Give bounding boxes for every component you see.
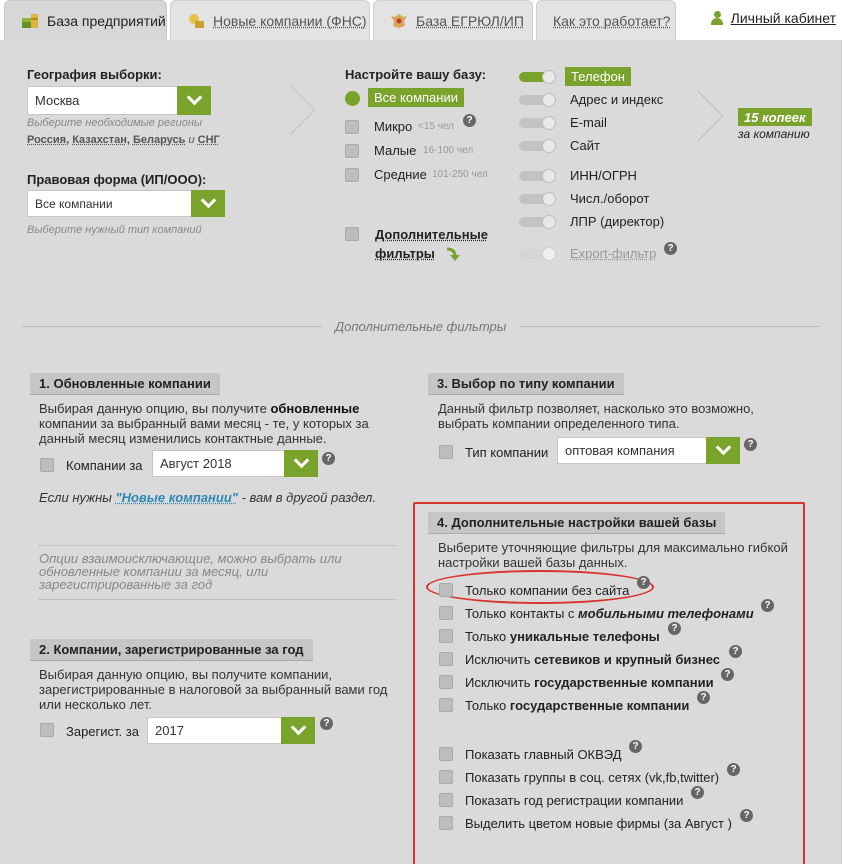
dotted-divider xyxy=(39,599,396,600)
dropdown-arrow-icon[interactable] xyxy=(191,190,225,217)
medium-label: Средние xyxy=(374,167,427,182)
field-address-label: Адрес и индекс xyxy=(570,92,664,107)
exclude-state-label xyxy=(465,675,714,690)
help-icon[interactable]: ? xyxy=(740,809,753,822)
social-groups-label: Показать группы в соц. сетях (vk,fb,twitter) xyxy=(465,770,720,785)
year-select[interactable] xyxy=(147,717,315,744)
extra-filters-heading: Дополнительные фильтры xyxy=(335,319,507,334)
main-panel xyxy=(0,40,842,864)
dropdown-arrow-icon[interactable] xyxy=(284,450,318,477)
field-export-label[interactable]: Export-фильтр xyxy=(570,246,657,261)
section-registered-companies-title: 2. Компании, зарегистрированные за год xyxy=(30,639,313,661)
step-chevron-icon xyxy=(673,91,724,142)
text: Исключить xyxy=(465,652,535,667)
text: зарегистрированные в налоговой за выбранный вами год xyxy=(39,682,388,697)
no-website-checkbox[interactable] xyxy=(439,583,453,597)
month-value: Август 2018 xyxy=(160,456,232,471)
region-links xyxy=(27,134,220,146)
help-icon[interactable]: ? xyxy=(729,645,742,658)
text-bold: обновленные xyxy=(270,401,360,416)
legal-form-select[interactable] xyxy=(27,190,225,217)
eagle-emblem-icon xyxy=(390,12,408,30)
text: Если нужны xyxy=(39,490,116,505)
section-company-type-title: 3. Выбор по типу компании xyxy=(428,373,624,395)
section1-description xyxy=(39,401,369,446)
extra-filters-toggle-1[interactable] xyxy=(375,227,488,242)
toggle-decision-maker[interactable] xyxy=(519,217,556,227)
text-bold: уникальные телефоны xyxy=(509,629,660,644)
exclude-state-checkbox[interactable] xyxy=(439,675,453,689)
extra-filters-checkbox[interactable] xyxy=(345,227,359,241)
updated-companies-label: Компании за xyxy=(66,458,143,473)
company-type-label: Тип компании xyxy=(465,445,549,460)
help-icon[interactable]: ? xyxy=(691,786,704,799)
exclude-chains-checkbox[interactable] xyxy=(439,652,453,666)
mobile-phones-checkbox[interactable] xyxy=(439,606,453,620)
micro-label: Микро xyxy=(374,119,413,134)
registration-year-label: Показать год регистрации компании xyxy=(465,793,684,808)
field-inn-label: ИНН/ОГРН xyxy=(570,168,637,183)
field-site-label: Сайт xyxy=(570,138,600,153)
toggle-address[interactable] xyxy=(519,95,556,105)
highlight-new-label: Выделить цветом новые фирмы (за Август ) xyxy=(465,816,732,831)
tab-label: База ЕГРЮЛ/ИП xyxy=(416,12,524,29)
help-icon[interactable]: ? xyxy=(322,452,335,465)
field-employees-label: Числ./оборот xyxy=(570,191,650,206)
section4-description xyxy=(438,540,788,570)
mobile-phones-label xyxy=(465,606,754,621)
text-bold: сетевиков и крупный бизнес xyxy=(534,652,721,667)
text: выбрать компании определенного типа. xyxy=(438,416,680,431)
text: Только контакты с xyxy=(465,606,579,621)
small-checkbox[interactable] xyxy=(345,144,359,158)
geography-label: География выборки: xyxy=(27,67,162,82)
divider-right xyxy=(520,326,820,327)
section2-description xyxy=(39,667,387,712)
help-icon[interactable]: ? xyxy=(629,740,642,753)
section-updated-companies-title: 1. Обновленные компании xyxy=(30,373,220,395)
year-value: 2017 xyxy=(155,723,184,738)
person-icon xyxy=(711,11,723,25)
micro-checkbox[interactable] xyxy=(345,120,359,134)
all-companies-radio[interactable] xyxy=(345,91,360,106)
price-unit: за компанию xyxy=(738,127,810,141)
help-icon[interactable]: ? xyxy=(664,242,677,255)
help-icon[interactable]: ? xyxy=(744,438,757,451)
toggle-site[interactable] xyxy=(519,141,556,151)
toggle-email[interactable] xyxy=(519,118,556,128)
help-icon[interactable]: ? xyxy=(637,576,650,589)
text: Выберите уточняющие фильтры для максимально гибкой xyxy=(438,540,788,555)
tab-bar xyxy=(0,0,842,40)
text: Выбирая данную опцию, вы получите компании, xyxy=(39,667,333,682)
personal-cabinet-link[interactable] xyxy=(711,10,836,26)
main-okved-label: Показать главный ОКВЭД xyxy=(465,747,622,762)
text: данный месяц изменились контактные данные. xyxy=(39,431,327,446)
sep: , xyxy=(126,134,130,146)
text: Данный фильтр позволяет, насколько это возможно, xyxy=(438,401,754,416)
small-label: Малые xyxy=(374,143,417,158)
region-link-belarus[interactable]: Беларусь xyxy=(132,134,186,146)
medium-checkbox[interactable] xyxy=(345,168,359,182)
extra-filters-text-2: фильтры xyxy=(375,246,435,261)
section3-description xyxy=(438,401,754,431)
legal-form-label: Правовая форма (ИП/ООО): xyxy=(27,172,207,187)
dotted-divider xyxy=(39,545,396,546)
dropdown-arrow-icon[interactable] xyxy=(706,437,740,464)
help-icon[interactable]: ? xyxy=(761,599,774,612)
all-companies-option[interactable]: Все компании xyxy=(368,88,464,107)
help-icon[interactable]: ? xyxy=(320,717,333,730)
toggle-phone[interactable] xyxy=(519,72,556,82)
company-type-select[interactable] xyxy=(557,437,740,464)
new-companies-note xyxy=(39,490,376,505)
section-additional-settings-title: 4. Дополнительные настройки вашей базы xyxy=(428,512,725,534)
text: зарегистрированные за год xyxy=(39,577,213,592)
legal-form-value: Все компании xyxy=(35,196,113,211)
field-email-label: E-mail xyxy=(570,115,607,130)
step-chevron-icon xyxy=(265,85,316,136)
price-badge: 15 копеек xyxy=(738,108,812,126)
help-icon[interactable]: ? xyxy=(697,691,710,704)
sep: , xyxy=(66,134,70,146)
no-website-label: Только компании без сайта xyxy=(465,583,630,598)
tab-label: Новые компании (ФНС) xyxy=(213,12,367,29)
tab-companies-base[interactable] xyxy=(4,0,167,41)
registered-year-checkbox[interactable] xyxy=(40,723,54,737)
region-link-cis[interactable]: СНГ xyxy=(197,134,220,146)
text-bold: государственные компании xyxy=(534,675,714,690)
toggle-inn[interactable] xyxy=(519,171,556,181)
registration-year-checkbox[interactable] xyxy=(439,793,453,807)
social-groups-checkbox[interactable] xyxy=(439,770,453,784)
text: - вам в другой раздел. xyxy=(237,490,376,505)
geography-value: Москва xyxy=(35,93,80,108)
region-link-russia[interactable]: Россия xyxy=(27,134,67,146)
text-bold: мобильными телефонами xyxy=(578,606,754,621)
tab-new-companies[interactable] xyxy=(170,0,370,40)
tab-label: Как это работает? xyxy=(553,12,671,29)
cabinet-label: Личный кабинет xyxy=(730,10,836,26)
text: Выбирая данную опцию, вы получите xyxy=(39,401,271,416)
text: Только xyxy=(465,698,510,713)
main-okved-checkbox[interactable] xyxy=(439,747,453,761)
text: Опции взаимоисключающие, можно выбрать или xyxy=(39,551,342,566)
tab-egrul[interactable] xyxy=(373,0,533,40)
highlight-new-checkbox[interactable] xyxy=(439,816,453,830)
tab-how-it-works[interactable] xyxy=(536,0,676,40)
text: обновленные компании за месяц, или xyxy=(39,564,269,579)
medium-range: 101-250 чел xyxy=(432,169,488,180)
configure-base-label: Настройте вашу базу: xyxy=(345,67,486,82)
text: компании за выбранный вами месяц - те, у которых за xyxy=(39,416,369,431)
only-state-checkbox[interactable] xyxy=(439,698,453,712)
new-companies-link[interactable]: "Новые компании" xyxy=(115,490,238,505)
text: Исключить xyxy=(465,675,535,690)
micro-range: <15 чел xyxy=(418,121,455,132)
region-link-kazakhstan[interactable]: Казахстан xyxy=(72,134,127,146)
geography-hint: Выберите необходимые регионы xyxy=(27,117,202,129)
small-range: 16-100 чел xyxy=(423,145,474,156)
help-icon[interactable]: ? xyxy=(721,668,734,681)
help-icon[interactable]: ? xyxy=(668,622,681,635)
unique-phones-checkbox[interactable] xyxy=(439,629,453,643)
company-type-checkbox[interactable] xyxy=(439,445,453,459)
text: или несколько лет. xyxy=(39,697,152,712)
text: Только xyxy=(465,629,510,644)
new-coins-icon xyxy=(187,12,205,30)
dropdown-arrow-icon[interactable] xyxy=(177,86,211,115)
tab-label: База предприятий xyxy=(47,13,166,29)
geography-select[interactable] xyxy=(27,86,211,115)
company-type-value: оптовая компания xyxy=(565,443,675,458)
only-state-label xyxy=(465,698,689,713)
extra-filters-toggle-2[interactable] xyxy=(375,246,435,261)
mutually-exclusive-note xyxy=(39,552,342,591)
text-bold: государственные компании xyxy=(509,698,690,713)
help-icon[interactable]: ? xyxy=(463,114,476,127)
field-director-label: ЛПР (директор) xyxy=(570,214,665,229)
toggle-employees-turnover[interactable] xyxy=(519,194,556,204)
legal-form-hint: Выберите нужный тип компаний xyxy=(27,224,202,236)
dropdown-arrow-icon[interactable] xyxy=(281,717,315,744)
field-phone-label[interactable]: Телефон xyxy=(565,67,631,86)
updated-companies-checkbox[interactable] xyxy=(40,458,54,472)
help-icon[interactable]: ? xyxy=(727,763,740,776)
coins-icon xyxy=(21,12,39,30)
month-select[interactable] xyxy=(152,450,318,477)
text: настройки вашей базы данных. xyxy=(438,555,628,570)
unique-phones-label xyxy=(465,629,660,644)
and-word: и xyxy=(188,134,195,146)
exclude-chains-label xyxy=(465,652,720,667)
green-curved-arrow-icon xyxy=(444,246,460,265)
divider-left xyxy=(22,326,322,327)
extra-filters-text: Дополнительные xyxy=(375,227,488,242)
toggle-export-filter[interactable] xyxy=(519,249,556,259)
registered-year-label: Зарегист. за xyxy=(66,724,139,739)
